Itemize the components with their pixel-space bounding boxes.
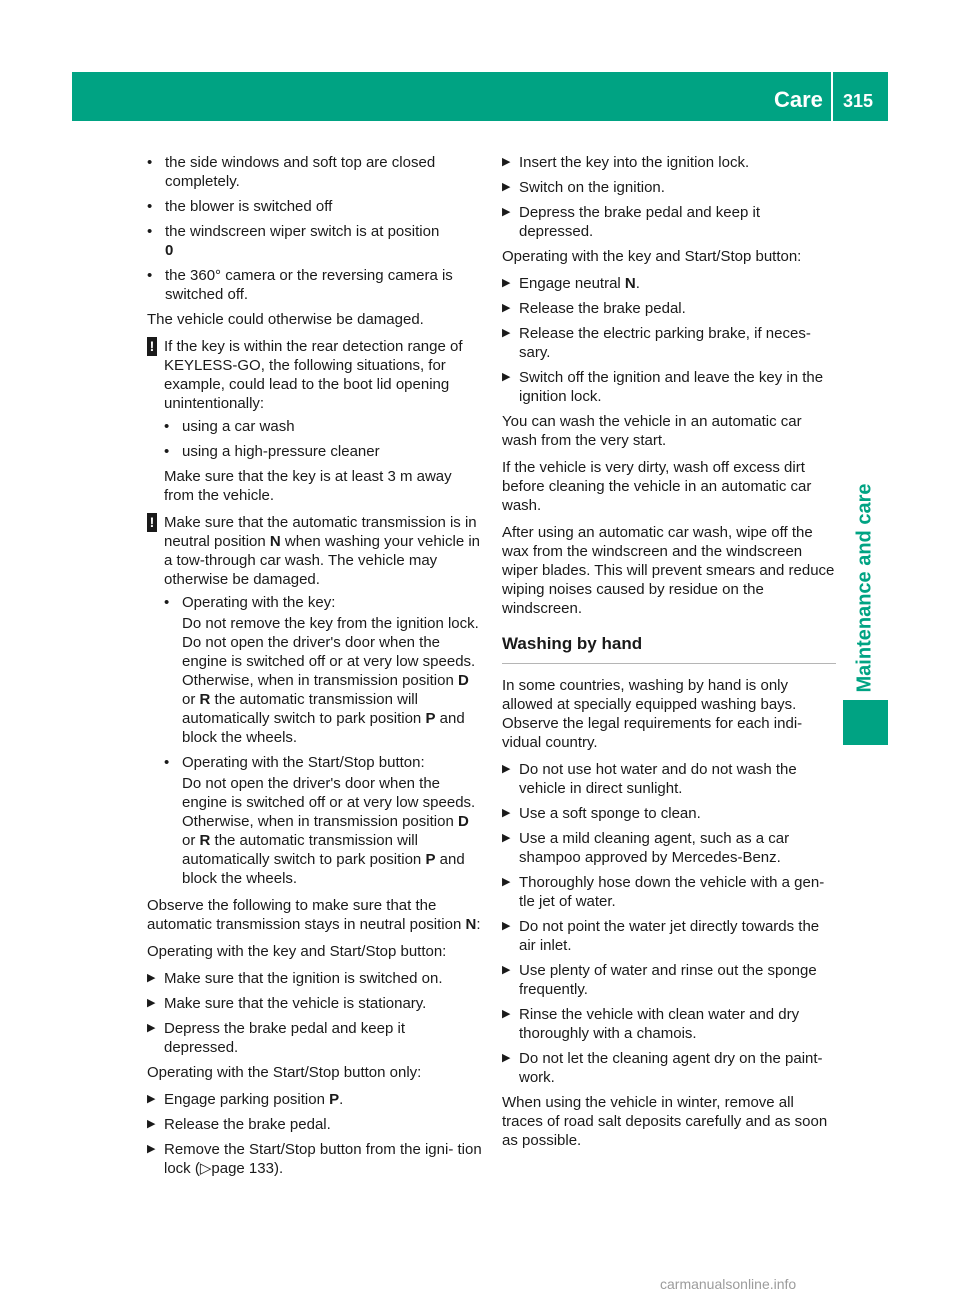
warning-icon: ! xyxy=(147,513,157,532)
step: ▶ Engage neutral N. xyxy=(502,275,640,292)
step: ▶ Use a soft sponge to clean. xyxy=(502,805,701,822)
list-item: • Operating with the key: Do not remove the key from the ignition lock. Do not open the driver's door when the engine is switched off or at very low speeds. Otherwise, when in transmission position D or R the automatic transmission will automatically switch to park position P and block the wheels. xyxy=(164,594,479,746)
side-tab-label: Maintenance and care xyxy=(853,483,876,693)
step: ▶ Use a mild cleaning agent, such as a car shampoo approved by Mercedes-Benz. xyxy=(502,830,790,866)
arrow-icon: ▶ xyxy=(502,920,511,932)
step: ▶ Insert the key into the ignition lock. xyxy=(502,154,750,171)
page-ref-icon: ▷ xyxy=(199,1160,212,1177)
subheading: Operating with the Start/Stop button only: xyxy=(147,1064,422,1081)
watermark: carmanualsonline.info xyxy=(660,1276,797,1292)
arrow-icon: ▶ xyxy=(147,1143,156,1155)
paragraph: If the vehicle is very dirty, wash off excess dirt before cleaning the vehicle in an automatic car wash. xyxy=(502,459,812,514)
arrow-icon: ▶ xyxy=(147,1022,156,1034)
header-divider xyxy=(831,72,833,121)
step: ▶ Depress the brake pedal and keep it depressed. xyxy=(147,1020,405,1056)
step: ▶ Do not let the cleaning agent dry on the paint- work. xyxy=(502,1050,823,1086)
paragraph: When using the vehicle in winter, remove all traces of road salt deposits carefully and as soon as possible. xyxy=(502,1094,828,1149)
list-item: • Operating with the Start/Stop button: Do not open the driver's door when the engine is switched off or at very low speeds. Otherwise, when in transmission position D or R the automatic transmission will automatically switch to park position P and block the wheels. xyxy=(164,754,476,887)
arrow-icon: ▶ xyxy=(502,763,511,775)
step: ▶ Release the brake pedal. xyxy=(502,300,686,317)
section-title: Care xyxy=(774,87,823,112)
warning-text: The vehicle could otherwise be damaged. xyxy=(147,311,424,328)
right-column xyxy=(502,153,836,1158)
arrow-icon: ▶ xyxy=(502,181,511,193)
paragraph: Observe the following to make sure that the automatic transmission stays in neutral position N: xyxy=(147,897,481,933)
paragraph: In some countries, washing by hand is only allowed at specially equipped washing bays. Observe the legal requirements for each indi- vidual country. xyxy=(502,677,803,751)
section-heading: Washing by hand xyxy=(502,634,836,664)
arrow-icon: ▶ xyxy=(502,277,511,289)
step: ▶ Thoroughly hose down the vehicle with a gen- tle jet of water. xyxy=(502,874,825,910)
arrow-icon: ▶ xyxy=(502,206,511,218)
page-number: 315 xyxy=(843,91,874,111)
arrow-icon: ▶ xyxy=(502,832,511,844)
paragraph: You can wash the vehicle in an automatic car wash from the very start. xyxy=(502,413,802,449)
list-item: • the blower is switched off xyxy=(147,198,333,215)
arrow-icon: ▶ xyxy=(502,371,511,383)
step: ▶ Engage parking position P. xyxy=(147,1091,344,1108)
left-column xyxy=(147,153,482,1184)
arrow-icon: ▶ xyxy=(502,964,511,976)
step: ▶ Do not point the water jet directly towards the air inlet. xyxy=(502,918,820,954)
arrow-icon: ▶ xyxy=(147,997,156,1009)
arrow-icon: ▶ xyxy=(502,1052,511,1064)
arrow-icon: ▶ xyxy=(502,302,511,314)
note-block: ! Make sure that the automatic transmission is in neutral position N when washing your vehicle in a tow-through car wash. The vehicle may otherwise be damaged. • Operating with the key: Do not remove the key from the ignition lock. Do not open the driver's door when the engine is switched off or at very low speeds. Otherwise, when in transmission position D or R the automatic transmission will automatically switch to park position P and block the wheels. • Operating with the Start/Stop button: Do not open the driver's door when the engine is switched off or at very low speeds. Otherwise, when in transmission position D or R the automatic transmission will automatically switch to park position P and block the wheels. xyxy=(147,513,482,888)
arrow-icon: ▶ xyxy=(147,972,156,984)
step: ▶ Depress the brake pedal and keep it depressed. xyxy=(502,204,760,240)
warning-icon: ! xyxy=(147,337,157,356)
paragraph: After using an automatic car wash, wipe off the wax from the windscreen and the windscreen wiper blades. This will prevent smears and reduce wiping noises caused by residue on the windscreen. xyxy=(502,524,835,617)
arrow-icon: ▶ xyxy=(502,1008,511,1020)
arrow-icon: ▶ xyxy=(502,156,511,168)
step: ▶ Remove the Start/Stop button from the igni- tion lock (▷page 133). xyxy=(147,1141,482,1177)
list-item: • the 360° camera or the reversing camera is switched off. xyxy=(147,267,453,303)
arrow-icon: ▶ xyxy=(147,1118,156,1130)
note-block: ! If the key is within the rear detection range of KEYLESS-GO, the following situations, for example, could lead to the boot lid opening unintentionally: • using a car wash • using a high-pressure cleaner Make sure that the key is at least 3 m away from the vehicle. xyxy=(147,337,482,505)
arrow-icon: ▶ xyxy=(147,1093,156,1105)
step: ▶ Use plenty of water and rinse out the sponge frequently. xyxy=(502,962,817,998)
arrow-icon: ▶ xyxy=(502,807,511,819)
page-ref-link[interactable]: page 133 xyxy=(211,1160,274,1177)
step: ▶ Switch off the ignition and leave the key in the ignition lock. xyxy=(502,369,824,405)
list-item: • the windscreen wiper switch is at position 0 xyxy=(147,223,440,259)
subheading: Operating with the key and Start/Stop button: xyxy=(502,248,802,265)
side-tab xyxy=(843,483,888,693)
list-item: • the side windows and soft top are closed completely. xyxy=(147,154,436,190)
list-item: • using a car wash xyxy=(164,418,295,435)
step: ▶ Make sure that the vehicle is stationary. xyxy=(147,995,427,1012)
list-item: • using a high-pressure cleaner xyxy=(164,443,380,460)
arrow-icon: ▶ xyxy=(502,327,511,339)
step: ▶ Release the brake pedal. xyxy=(147,1116,331,1133)
step: ▶ Make sure that the ignition is switched on. xyxy=(147,970,443,987)
step: ▶ Do not use hot water and do not wash the vehicle in direct sunlight. xyxy=(502,761,797,797)
step: ▶ Switch on the ignition. xyxy=(502,179,665,196)
step: ▶ Release the electric parking brake, if neces- sary. xyxy=(502,325,811,361)
subheading: Operating with the key and Start/Stop button: xyxy=(147,943,447,960)
arrow-icon: ▶ xyxy=(502,876,511,888)
step: ▶ Rinse the vehicle with clean water and dry thoroughly with a chamois. xyxy=(502,1006,800,1042)
side-block xyxy=(843,700,888,745)
header-bar xyxy=(72,72,888,121)
